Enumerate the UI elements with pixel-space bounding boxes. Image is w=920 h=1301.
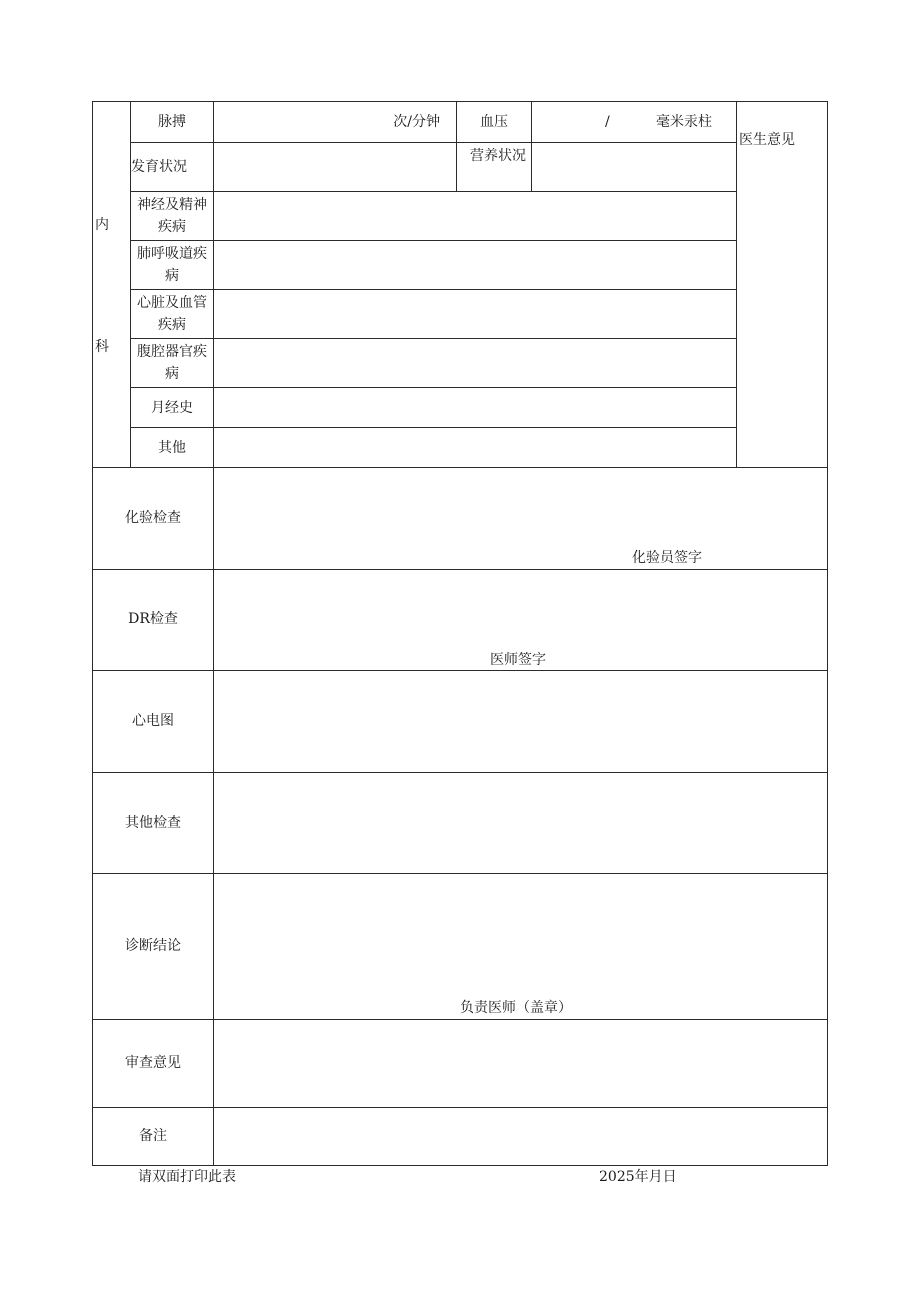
row-line-ecg xyxy=(92,670,828,671)
divider-label-column xyxy=(213,101,214,1166)
row-line-diagnosis xyxy=(92,873,828,874)
side-label-internal-2: 科 xyxy=(95,339,109,355)
lab-label: 化验检查 xyxy=(125,510,181,526)
table-border-left xyxy=(92,101,93,1166)
row-line-2 xyxy=(130,191,737,192)
menstrual-label: 月经史 xyxy=(151,400,193,416)
cardio-label: 心脏及血管疾病 xyxy=(137,295,207,333)
footer-print-note: 请双面打印此表 xyxy=(138,1169,236,1185)
row-line-review xyxy=(92,1019,828,1020)
dr-signature-label: 医师签字 xyxy=(490,652,546,668)
row-line-lab xyxy=(92,467,828,468)
row-line-7 xyxy=(130,427,737,428)
pulse-label: 脉搏 xyxy=(158,114,186,130)
row-line-4 xyxy=(130,289,737,290)
review-label: 审查意见 xyxy=(125,1055,181,1071)
other-label: 其他 xyxy=(158,440,186,456)
respiratory-label: 肺呼吸道疾病 xyxy=(137,246,207,284)
row-line-remarks xyxy=(92,1107,828,1108)
row-line-6 xyxy=(130,387,737,388)
diagnosis-signature-label: 负责医师（盖章） xyxy=(460,1000,572,1016)
doctor-opinion-label: 医生意见 xyxy=(739,132,795,148)
side-label-internal-1: 内 xyxy=(95,217,109,233)
abdominal-label: 腹腔器官疾病 xyxy=(137,344,207,382)
neuro-label: 神经及精神疾病 xyxy=(137,197,207,235)
table-border-right xyxy=(827,101,828,1166)
table-border-top xyxy=(92,101,828,102)
divider-doctor-opinion xyxy=(736,101,737,467)
pulse-unit: 次/分钟 xyxy=(393,114,440,130)
ecg-label: 心电图 xyxy=(132,713,174,729)
row-line-5 xyxy=(130,338,737,339)
blood-pressure-label: 血压 xyxy=(480,114,508,130)
dr-label: DR检查 xyxy=(128,611,178,627)
lab-signature-label: 化验员签字 xyxy=(632,550,702,566)
nutrition-label: 营养状况 xyxy=(470,148,526,164)
other-exam-label: 其他检查 xyxy=(125,815,181,831)
remarks-label: 备注 xyxy=(139,1128,167,1144)
row-line-other-exam xyxy=(92,772,828,773)
development-label: 发育状况 xyxy=(131,159,187,175)
divider-bp-value xyxy=(531,101,532,191)
row-line-dr xyxy=(92,569,828,570)
row-line-1 xyxy=(130,142,737,143)
row-line-3 xyxy=(130,240,737,241)
diagnosis-label: 诊断结论 xyxy=(125,938,181,954)
blood-pressure-unit: 毫米汞柱 xyxy=(656,114,712,130)
footer-date: 2025年月日 xyxy=(599,1169,677,1185)
blood-pressure-separator: / xyxy=(605,114,610,130)
